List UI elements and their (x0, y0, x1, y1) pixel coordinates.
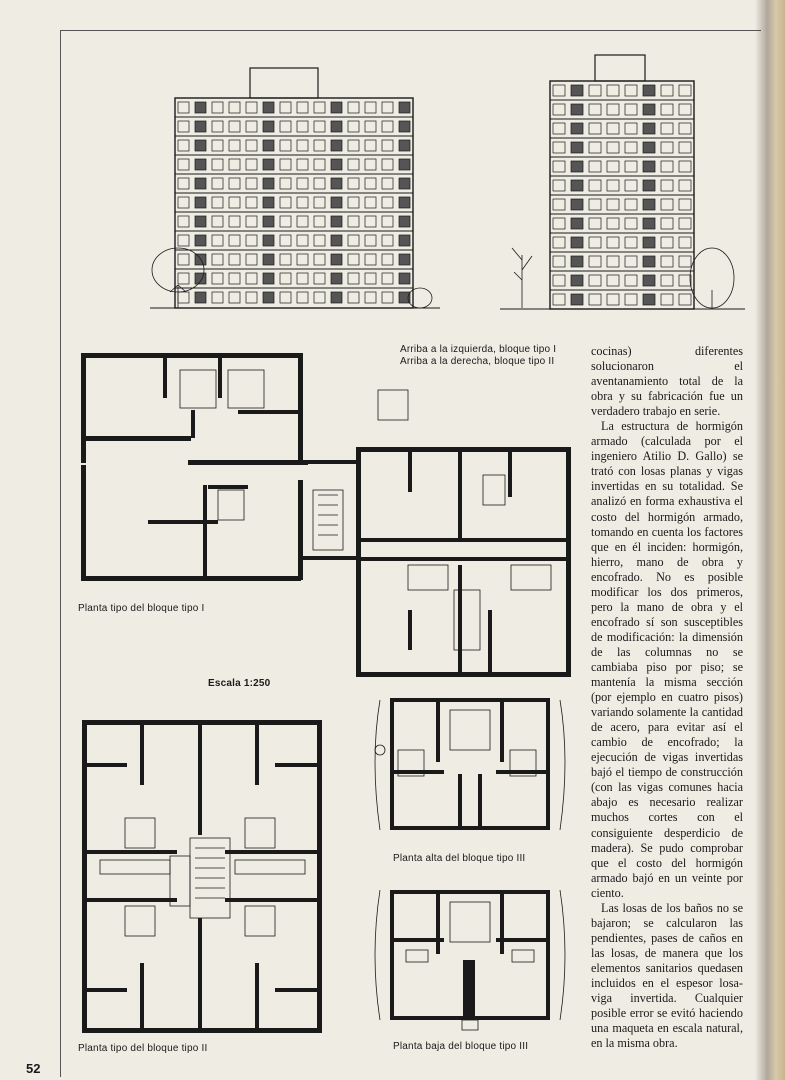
window (331, 178, 342, 189)
window (331, 235, 342, 246)
window (571, 104, 583, 115)
window (280, 273, 291, 284)
window (643, 85, 655, 96)
window (382, 216, 393, 227)
window (178, 178, 189, 189)
window (229, 140, 240, 151)
window (212, 140, 223, 151)
window (365, 254, 376, 265)
window (643, 142, 655, 153)
window (280, 102, 291, 113)
window (643, 180, 655, 191)
window (348, 102, 359, 113)
window (314, 140, 325, 151)
window (365, 121, 376, 132)
window (314, 178, 325, 189)
window (571, 199, 583, 210)
window (625, 142, 637, 153)
window (331, 254, 342, 265)
window (314, 254, 325, 265)
window (348, 159, 359, 170)
window (212, 273, 223, 284)
window (607, 256, 619, 267)
window (661, 275, 673, 286)
window (365, 102, 376, 113)
window (679, 294, 691, 305)
window (246, 197, 257, 208)
window (553, 218, 565, 229)
window (365, 140, 376, 151)
window (589, 161, 601, 172)
window (178, 216, 189, 227)
window (229, 273, 240, 284)
window (625, 256, 637, 267)
window (589, 237, 601, 248)
window (331, 197, 342, 208)
window (178, 140, 189, 151)
window (589, 275, 601, 286)
window (195, 292, 206, 303)
window (195, 102, 206, 113)
window (571, 85, 583, 96)
window (607, 104, 619, 115)
window (297, 121, 308, 132)
window (212, 102, 223, 113)
window (553, 161, 565, 172)
elevation-block-type-2 (500, 50, 745, 315)
window (314, 292, 325, 303)
window (382, 235, 393, 246)
window (365, 235, 376, 246)
window (348, 273, 359, 284)
window (607, 275, 619, 286)
window (643, 161, 655, 172)
window (625, 123, 637, 134)
window (589, 123, 601, 134)
window (661, 180, 673, 191)
caption-plan-block-1: Planta tipo del bloque tipo I (78, 603, 205, 614)
window (280, 254, 291, 265)
window (679, 85, 691, 96)
window (331, 140, 342, 151)
window (571, 161, 583, 172)
window (280, 216, 291, 227)
window (679, 199, 691, 210)
window (263, 121, 274, 132)
window (382, 292, 393, 303)
window (365, 159, 376, 170)
window (399, 121, 410, 132)
window (331, 273, 342, 284)
window (178, 121, 189, 132)
window (399, 102, 410, 113)
window (348, 140, 359, 151)
window (571, 123, 583, 134)
window (297, 159, 308, 170)
window (331, 159, 342, 170)
window (589, 85, 601, 96)
window (246, 102, 257, 113)
window (178, 273, 189, 284)
window (571, 218, 583, 229)
window (589, 142, 601, 153)
window (280, 197, 291, 208)
window (280, 121, 291, 132)
window (297, 178, 308, 189)
window (365, 273, 376, 284)
window (643, 199, 655, 210)
window (625, 161, 637, 172)
window (212, 197, 223, 208)
window (571, 180, 583, 191)
window (178, 159, 189, 170)
window (229, 216, 240, 227)
article-body (591, 344, 743, 1051)
caption-scale: Escala 1:250 (208, 678, 271, 689)
window (553, 237, 565, 248)
window (297, 216, 308, 227)
window (661, 256, 673, 267)
window (399, 140, 410, 151)
window (679, 161, 691, 172)
window (643, 104, 655, 115)
window (297, 102, 308, 113)
window (553, 104, 565, 115)
window (195, 178, 206, 189)
window (246, 121, 257, 132)
window (178, 235, 189, 246)
window (661, 123, 673, 134)
window (314, 197, 325, 208)
article-paragraph: La estructura de hormigón armado (calculada por el ingeniero Atilio D. Gallo) se trató con losas planas y vigas invertidas en su totalidad. Se analizó en forma exhaustiva el costo del hormigón armado, tomando en cuenta los factores que en él inciden: hormigón, hierro, mano de obra y encofrado. No es posible modificar los dos primeros, pero la mano de obra y el encofrado sí son susceptibles de modificación: la dimensión de las columnas no se cambiaba piso por piso; se mantenía la misma sección (por ejemplo en cuatro pisos) variando solamente la cantidad de acero, para evitar así el cambio de encofrado; la ejecución de vigas invertidas bajó el tiempo de construcción (con las vigas comunes hacia abajo es necesario realizar muchos cortes con el consiguiente desperdicio de madera). Se pudo comprobar que el costo del hormigón armado bajó en un veinte por ciento. (591, 419, 743, 900)
window (280, 159, 291, 170)
window (625, 199, 637, 210)
window (589, 199, 601, 210)
window (263, 102, 274, 113)
window (589, 218, 601, 229)
window (382, 197, 393, 208)
window (382, 254, 393, 265)
window (589, 104, 601, 115)
window (607, 85, 619, 96)
article-paragraph: Las losas de los baños no se bajaron; se calcularon las pendientes, pases de caños en las losas, de manera que los elementos sanitarios quedasen incluidos en el espesor losa-viga invertida. Cualquier posible error se evitó haciendo una maqueta en escala natural, en la misma obra. (591, 900, 743, 1051)
window (280, 235, 291, 246)
window (263, 159, 274, 170)
window (661, 104, 673, 115)
floor-plan-block-type-1 (78, 350, 588, 680)
window (195, 159, 206, 170)
window (246, 292, 257, 303)
window (679, 237, 691, 248)
window (607, 142, 619, 153)
window (314, 159, 325, 170)
window (280, 140, 291, 151)
window (331, 216, 342, 227)
window (571, 142, 583, 153)
window (212, 216, 223, 227)
window (246, 178, 257, 189)
window (382, 121, 393, 132)
window (661, 142, 673, 153)
window (195, 235, 206, 246)
window (331, 121, 342, 132)
window (625, 275, 637, 286)
window (229, 292, 240, 303)
window (246, 273, 257, 284)
window (607, 237, 619, 248)
floor-plan-block-type-2 (80, 718, 326, 1036)
window (280, 292, 291, 303)
window (263, 273, 274, 284)
window (297, 197, 308, 208)
window (348, 254, 359, 265)
window (643, 256, 655, 267)
window (195, 140, 206, 151)
window (643, 218, 655, 229)
window (229, 102, 240, 113)
window (661, 161, 673, 172)
window (553, 180, 565, 191)
window (625, 237, 637, 248)
caption-top-left: Arriba a la izquierda, bloque tipo I (400, 344, 557, 355)
window (571, 237, 583, 248)
floor-plan-block-3-ground (368, 880, 573, 1035)
window (365, 292, 376, 303)
window (399, 235, 410, 246)
window (382, 273, 393, 284)
window (229, 254, 240, 265)
window (553, 123, 565, 134)
window (212, 254, 223, 265)
window (212, 292, 223, 303)
article-paragraph: cocinas) diferentes solucionaron el aventanamiento total de la obra y su fabricación fue un verdadero trabajo en serie. (591, 344, 743, 419)
page-number: 52 (26, 1061, 41, 1076)
window (263, 216, 274, 227)
window (348, 292, 359, 303)
window (229, 197, 240, 208)
window (195, 121, 206, 132)
window (178, 197, 189, 208)
window (246, 254, 257, 265)
caption-plan-block-2: Planta tipo del bloque tipo II (78, 1043, 208, 1054)
window (553, 142, 565, 153)
window (679, 180, 691, 191)
window (263, 197, 274, 208)
window (348, 178, 359, 189)
window (331, 102, 342, 113)
window (643, 123, 655, 134)
window (553, 275, 565, 286)
window (297, 292, 308, 303)
window (607, 180, 619, 191)
window (607, 199, 619, 210)
window (553, 85, 565, 96)
window (297, 273, 308, 284)
window (607, 294, 619, 305)
window (314, 102, 325, 113)
window (263, 178, 274, 189)
window (212, 235, 223, 246)
window (399, 159, 410, 170)
window (365, 197, 376, 208)
window (365, 216, 376, 227)
window (348, 235, 359, 246)
window (571, 256, 583, 267)
window (643, 237, 655, 248)
window (553, 199, 565, 210)
window (195, 273, 206, 284)
window (297, 140, 308, 151)
window (553, 294, 565, 305)
window (212, 159, 223, 170)
window (661, 85, 673, 96)
window (625, 104, 637, 115)
window (571, 275, 583, 286)
window (679, 256, 691, 267)
window (246, 159, 257, 170)
window (178, 292, 189, 303)
window (399, 216, 410, 227)
window (589, 256, 601, 267)
window (314, 121, 325, 132)
window (661, 237, 673, 248)
window (679, 104, 691, 115)
window (661, 199, 673, 210)
window (297, 235, 308, 246)
window (382, 102, 393, 113)
window (589, 180, 601, 191)
window (348, 121, 359, 132)
window (365, 178, 376, 189)
window (229, 235, 240, 246)
window (263, 254, 274, 265)
window (280, 178, 291, 189)
window (263, 140, 274, 151)
window (399, 254, 410, 265)
page-binding-shadow (755, 0, 785, 1080)
window (643, 275, 655, 286)
window (297, 254, 308, 265)
window (661, 294, 673, 305)
window (607, 161, 619, 172)
window (679, 275, 691, 286)
window (382, 140, 393, 151)
window (229, 178, 240, 189)
window (229, 121, 240, 132)
window (607, 218, 619, 229)
caption-plan-block-3-ground: Planta baja del bloque tipo III (393, 1041, 529, 1052)
window (263, 292, 274, 303)
window (382, 159, 393, 170)
window (589, 294, 601, 305)
window (679, 123, 691, 134)
window (661, 218, 673, 229)
window (348, 197, 359, 208)
window (399, 273, 410, 284)
window (679, 142, 691, 153)
window (246, 216, 257, 227)
floor-plan-block-3-upper (368, 690, 573, 835)
window (314, 216, 325, 227)
window (625, 294, 637, 305)
window (178, 102, 189, 113)
window (679, 218, 691, 229)
window (399, 197, 410, 208)
window (314, 273, 325, 284)
window (195, 197, 206, 208)
caption-plan-block-3-upper: Planta alta del bloque tipo III (393, 853, 526, 864)
window (212, 178, 223, 189)
window (195, 216, 206, 227)
window (348, 216, 359, 227)
window (382, 178, 393, 189)
window (625, 218, 637, 229)
window (246, 140, 257, 151)
window (625, 180, 637, 191)
window (263, 235, 274, 246)
window (625, 85, 637, 96)
window (246, 235, 257, 246)
window (212, 121, 223, 132)
window (571, 294, 583, 305)
window (607, 123, 619, 134)
window (331, 292, 342, 303)
window (229, 159, 240, 170)
window (399, 178, 410, 189)
window (178, 254, 189, 265)
caption-top-right: Arriba a la derecha, bloque tipo II (400, 356, 555, 367)
window (314, 235, 325, 246)
elevation-block-type-1 (150, 60, 440, 315)
window (553, 256, 565, 267)
window (643, 294, 655, 305)
